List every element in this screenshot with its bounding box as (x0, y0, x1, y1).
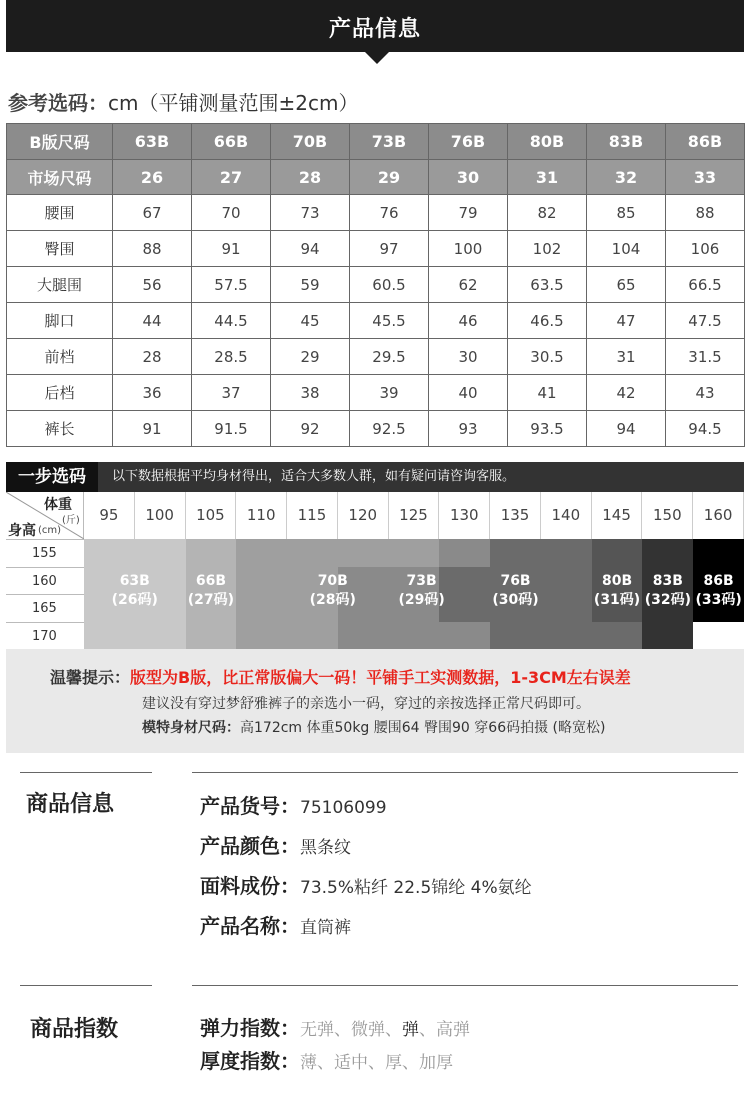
thickness-options (300, 1053, 453, 1073)
reference-line (8, 87, 358, 116)
band-size: 70B (317, 573, 348, 589)
measurement-cell: 59 (271, 267, 350, 303)
weight-cell: 145 (592, 492, 643, 539)
measurement-cell: 43 (666, 375, 745, 411)
measurement-cell: 45.5 (350, 303, 429, 339)
height-cell: 155 (6, 539, 84, 566)
measurement-cell: 97 (350, 231, 429, 267)
measurement-cell: 100 (429, 231, 508, 267)
measurement-cell: 93.5 (508, 411, 587, 447)
measurement-row (7, 195, 745, 231)
index-option: 弹 (402, 1020, 419, 1040)
measurement-cell: 92 (271, 411, 350, 447)
measurement-row (7, 411, 745, 447)
divider (20, 772, 152, 773)
measurement-cell: 93 (429, 411, 508, 447)
height-cell: 170 (6, 622, 84, 649)
banner-notch (365, 52, 389, 64)
option-separator: 、 (402, 1053, 419, 1073)
measurement-label: 前档 (7, 339, 113, 375)
height-label: 身高 (8, 523, 36, 539)
measurement-cell: 65 (587, 267, 666, 303)
index-option: 微弹 (351, 1020, 385, 1040)
size-band-label (171, 572, 251, 610)
info-value: 黑条纹 (300, 838, 351, 858)
measurement-cell: 91 (192, 231, 271, 267)
band-market-size: (27码) (187, 592, 235, 608)
measurement-cell: 30.5 (508, 339, 587, 375)
measurement-cell: 60.5 (350, 267, 429, 303)
step-title: 一步选码 (6, 462, 98, 492)
band-size: 73B (406, 573, 437, 589)
measurement-cell: 45 (271, 303, 350, 339)
measurement-label: 裤长 (7, 411, 113, 447)
measurement-cell: 102 (508, 231, 587, 267)
measurement-cell: 79 (429, 195, 508, 231)
measurement-label: 大腿围 (7, 267, 113, 303)
index-option: 厚 (385, 1053, 402, 1073)
measurement-cell: 67 (113, 195, 192, 231)
measurement-cell: 31 (587, 339, 666, 375)
measurement-label: 脚口 (7, 303, 113, 339)
tip-warning: 版型为B版，比正常版偏大一码！平铺手工实测数据，1-3CM左右误差 (130, 668, 631, 687)
measurement-cell: 73 (271, 195, 350, 231)
b-size-row (7, 124, 745, 160)
option-separator: 、 (385, 1020, 402, 1040)
info-row-name (200, 910, 351, 939)
index-option: 加厚 (419, 1053, 453, 1073)
info-value: 直筒裤 (300, 918, 351, 938)
measurement-cell: 41 (508, 375, 587, 411)
info-row-material (200, 870, 532, 899)
measurement-cell: 29.5 (350, 339, 429, 375)
measurement-row (7, 339, 745, 375)
measurement-cell: 92.5 (350, 411, 429, 447)
index-option: 无弹 (300, 1020, 334, 1040)
weight-cell: 150 (642, 492, 693, 539)
measurement-cell: 66.5 (666, 267, 745, 303)
measurement-row (7, 303, 745, 339)
market-size-label: 市场尺码 (7, 160, 113, 195)
info-row-color (200, 830, 351, 859)
weight-cell: 100 (135, 492, 186, 539)
size-band-label (95, 572, 175, 610)
size-band-label (476, 572, 556, 610)
size-band-area (490, 539, 592, 567)
measurement-label: 后档 (7, 375, 113, 411)
band-size: 86B (703, 573, 734, 589)
measurement-cell: 106 (666, 231, 745, 267)
measurement-cell: 31.5 (666, 339, 745, 375)
b-size-cell: 73B (350, 124, 429, 160)
weight-cell: 105 (186, 492, 237, 539)
market-size-cell: 29 (350, 160, 429, 195)
divider (192, 985, 738, 986)
option-separator: 、 (368, 1053, 385, 1073)
market-size-cell: 30 (429, 160, 508, 195)
measurement-cell: 28.5 (192, 339, 271, 375)
tip-label: 温馨提示： (50, 668, 131, 687)
size-recommendation-grid (6, 492, 744, 649)
measurement-cell: 91.5 (192, 411, 271, 447)
weight-label: 体重 (44, 497, 72, 513)
info-key: 产品颜色： (200, 834, 300, 858)
measurement-row (7, 375, 745, 411)
info-key: 产品名称： (200, 914, 300, 938)
band-size: 63B (119, 573, 150, 589)
measurement-cell: 46 (429, 303, 508, 339)
measurement-cell: 56 (113, 267, 192, 303)
b-size-cell: 66B (192, 124, 271, 160)
measurement-cell: 94 (271, 231, 350, 267)
tip-line-3 (142, 717, 605, 737)
header-banner (6, 0, 744, 52)
measurement-cell: 94 (587, 411, 666, 447)
size-band-label (382, 572, 462, 610)
tips-box (6, 649, 744, 753)
product-index-title: 商品指数 (30, 1017, 119, 1042)
info-key: 产品货号： (200, 794, 300, 818)
grid-corner (6, 492, 84, 539)
size-band-area (186, 539, 237, 567)
measurement-cell: 57.5 (192, 267, 271, 303)
weight-cell: 115 (287, 492, 338, 539)
info-row-sku (200, 790, 387, 819)
measurement-label: 臀围 (7, 231, 113, 267)
b-size-cell: 63B (113, 124, 192, 160)
size-band-label (679, 572, 750, 610)
reference-label: 参考选码： (8, 91, 108, 115)
option-separator: 、 (419, 1020, 436, 1040)
measurement-label: 腰围 (7, 195, 113, 231)
band-market-size: (31码) (593, 592, 641, 608)
measurement-cell: 29 (271, 339, 350, 375)
band-market-size: (28码) (309, 592, 356, 608)
market-size-cell: 28 (271, 160, 350, 195)
band-market-size: (26码) (111, 592, 158, 608)
b-size-label: B版尺码 (7, 124, 113, 160)
banner-title: 产品信息 (328, 17, 421, 42)
market-size-cell: 26 (113, 160, 192, 195)
index-option: 适中 (334, 1053, 368, 1073)
b-size-cell: 76B (429, 124, 508, 160)
index-key: 厚度指数： (200, 1049, 300, 1073)
model-label: 模特身材尺码： (142, 720, 240, 736)
option-separator: 、 (334, 1020, 351, 1040)
market-size-cell: 33 (666, 160, 745, 195)
measurement-row (7, 267, 745, 303)
band-size: 80B (601, 573, 633, 589)
size-band-label (293, 572, 373, 610)
measurement-cell: 44 (113, 303, 192, 339)
elastic-options (300, 1020, 470, 1040)
weight-cell: 110 (236, 492, 287, 539)
measurement-cell: 63.5 (508, 267, 587, 303)
measurement-cell: 40 (429, 375, 508, 411)
size-band-area (439, 539, 490, 567)
measurement-cell: 104 (587, 231, 666, 267)
weight-cell: 125 (389, 492, 440, 539)
b-size-cell: 86B (666, 124, 745, 160)
info-value: 75106099 (300, 798, 387, 818)
measurement-cell: 70 (192, 195, 271, 231)
measurement-cell: 76 (350, 195, 429, 231)
info-key: 面料成份： (200, 874, 300, 898)
market-size-cell: 31 (508, 160, 587, 195)
weight-cell: 135 (490, 492, 541, 539)
option-separator: 、 (317, 1053, 334, 1073)
weight-cell: 130 (439, 492, 490, 539)
tip-line-1 (50, 665, 631, 688)
measurement-cell: 47 (587, 303, 666, 339)
measurement-cell: 85 (587, 195, 666, 231)
b-size-cell: 70B (271, 124, 350, 160)
b-size-cell: 83B (587, 124, 666, 160)
step-bar (6, 462, 744, 492)
info-value: 73.5%粘纤 22.5锦纶 4%氨纶 (300, 878, 532, 898)
band-market-size: (32码) (644, 592, 691, 608)
measurement-row (7, 231, 745, 267)
band-size: 83B (652, 573, 683, 589)
index-option: 高弹 (436, 1020, 470, 1040)
measurement-cell: 62 (429, 267, 508, 303)
model-text: 高172cm 体重50kg 腰围64 臀围90 穿66码拍摄 (略宽松) (240, 720, 606, 736)
measurement-cell: 42 (587, 375, 666, 411)
reference-text: cm（平铺测量范围±2cm） (108, 91, 359, 115)
height-cell: 165 (6, 594, 84, 621)
step-description: 以下数据根据平均身材得出，适合大多数人群，如有疑问请咨询客服。 (112, 469, 516, 484)
measurement-cell: 38 (271, 375, 350, 411)
size-table (6, 123, 745, 447)
tip-line-2: 建议没有穿过梦舒雅裤子的亲选小一码，穿过的亲按选择正常尺码即可。 (142, 696, 590, 712)
measurement-cell: 39 (350, 375, 429, 411)
measurement-cell: 37 (192, 375, 271, 411)
measurement-cell: 28 (113, 339, 192, 375)
elastic-index-row (200, 1012, 470, 1041)
divider (20, 985, 152, 986)
measurement-cell: 88 (113, 231, 192, 267)
weight-cell: 160 (693, 492, 744, 539)
measurement-cell: 88 (666, 195, 745, 231)
measurement-cell: 47.5 (666, 303, 745, 339)
divider (192, 772, 738, 773)
index-option: 薄 (300, 1053, 317, 1073)
band-market-size: (30码) (492, 592, 539, 608)
market-size-cell: 32 (587, 160, 666, 195)
height-cell: 160 (6, 567, 84, 594)
band-market-size: (33码) (695, 592, 742, 608)
measurement-cell: 44.5 (192, 303, 271, 339)
product-info-title: 商品信息 (26, 792, 115, 817)
measurement-cell: 82 (508, 195, 587, 231)
market-size-row (7, 160, 745, 195)
band-size: 66B (195, 573, 226, 589)
market-size-cell: 27 (192, 160, 271, 195)
height-unit: (cm) (38, 525, 62, 536)
measurement-cell: 36 (113, 375, 192, 411)
weight-cell: 95 (84, 492, 135, 539)
weight-cell: 140 (541, 492, 592, 539)
measurement-cell: 94.5 (666, 411, 745, 447)
measurement-cell: 46.5 (508, 303, 587, 339)
index-key: 弹力指数： (200, 1016, 300, 1040)
b-size-cell: 80B (508, 124, 587, 160)
band-size: 76B (500, 573, 531, 589)
weight-unit: (斤) (62, 515, 80, 526)
thickness-index-row (200, 1045, 453, 1074)
band-market-size: (29码) (398, 592, 445, 608)
measurement-cell: 30 (429, 339, 508, 375)
weight-cell: 120 (338, 492, 389, 539)
measurement-cell: 91 (113, 411, 192, 447)
